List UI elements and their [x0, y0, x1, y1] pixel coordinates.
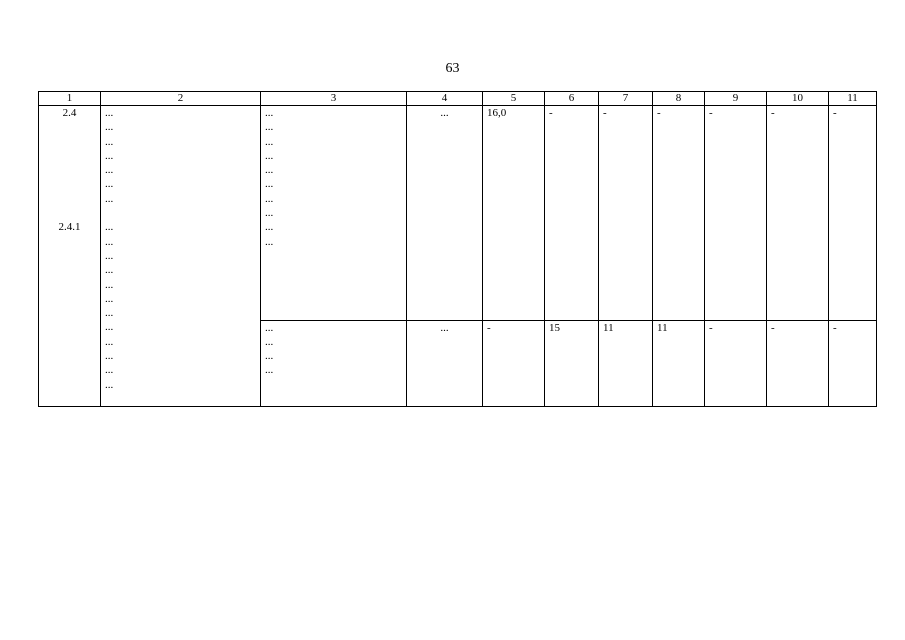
column-header: 6 [545, 92, 599, 106]
column-header: 3 [261, 92, 407, 106]
text-line: ... [105, 107, 114, 119]
indicator-cell [261, 320, 407, 407]
value-cell: - [767, 320, 829, 407]
text-line: ... [105, 149, 114, 162]
unit-cell: ... [407, 106, 483, 321]
unit-cell: ... [407, 320, 483, 407]
column-header: 8 [653, 92, 705, 106]
value-cell: - [483, 320, 545, 407]
text-line: ... [105, 278, 114, 291]
value-cell: - [653, 106, 705, 321]
text-line: ... [265, 121, 274, 134]
text-line: ... [105, 164, 114, 177]
column-header: 11 [829, 92, 877, 106]
item-number-cell [39, 106, 101, 407]
item-number: 2.4 [62, 107, 77, 119]
text-line: ... [265, 135, 274, 148]
indicators-table [38, 91, 877, 407]
text-line: ... [105, 364, 114, 377]
text-line: ... [265, 107, 274, 119]
value-cell: 15 [545, 320, 599, 407]
value-cell: - [705, 106, 767, 321]
activity-cell [101, 106, 261, 407]
column-header: 4 [407, 92, 483, 106]
column-header: 2 [101, 92, 261, 106]
text-line: ... [265, 335, 274, 348]
text-line: ... [265, 235, 274, 248]
text-line: ... [105, 192, 114, 205]
text-line: ... [265, 221, 274, 234]
text-line: ... [265, 149, 274, 162]
text-line: ... [105, 135, 114, 148]
text-line: ... [105, 378, 114, 391]
text-line: ... [105, 221, 114, 234]
text-line: ... [265, 192, 274, 205]
text-line: ... [105, 121, 114, 134]
text-line: ... [105, 307, 114, 320]
value-cell: 11 [599, 320, 653, 407]
value-cell: - [767, 106, 829, 321]
text-line: ... [105, 292, 114, 305]
value-cell: - [829, 106, 877, 321]
column-header: 5 [483, 92, 545, 106]
column-header: 1 [39, 92, 101, 106]
page-number: 63 [445, 61, 460, 76]
value-cell: - [829, 320, 877, 407]
column-number-row [39, 92, 877, 106]
text-line: ... [265, 350, 274, 363]
value-cell: - [545, 106, 599, 321]
text-line: ... [265, 321, 274, 334]
value-cell: - [705, 320, 767, 407]
text-line: ... [105, 264, 114, 277]
column-header: 7 [599, 92, 653, 106]
value-cell: - [599, 106, 653, 321]
text-line: ... [265, 164, 274, 177]
value-cell: 11 [653, 320, 705, 407]
text-line: ... [105, 249, 114, 262]
value-cell: 16,0 [483, 106, 545, 321]
item-number: 2.4.1 [58, 221, 81, 234]
table-row [39, 106, 877, 321]
text-line: ... [105, 350, 114, 363]
text-line: ... [265, 178, 274, 191]
indicator-cell [261, 106, 407, 321]
text-line: ... [105, 321, 114, 334]
text-line: ... [105, 235, 114, 248]
text-line: ... [105, 335, 114, 348]
text-line: ... [265, 364, 274, 377]
text-line: ... [105, 178, 114, 191]
text-line: ... [265, 207, 274, 220]
column-header: 10 [767, 92, 829, 106]
column-header: 9 [705, 92, 767, 106]
